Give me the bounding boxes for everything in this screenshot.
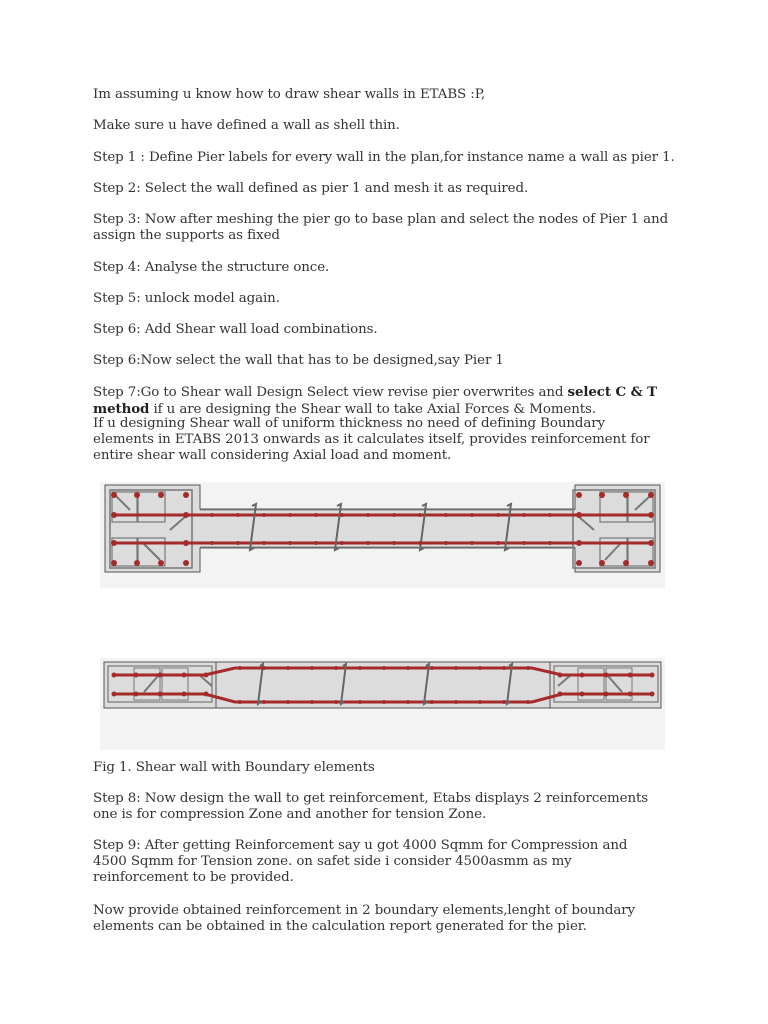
- step-5-paragraph: Step 5: unlock model again.: [93, 291, 280, 306]
- rebar-dot: [111, 512, 117, 518]
- rebar-dot: [310, 700, 314, 704]
- shear-wall-drawing-top: [100, 482, 665, 588]
- rebar-dot: [628, 692, 633, 697]
- rebar-dot: [522, 541, 526, 545]
- rebar-dot: [648, 560, 654, 566]
- rebar-dot: [502, 666, 506, 670]
- rebar-dot: [558, 692, 563, 697]
- rebar-dot: [358, 700, 362, 704]
- rebar-dot: [580, 673, 585, 678]
- step-9-paragraph: Step 9: After getting Reinforcement say u got 4000 Sqmm for Compression and 4500 Sqmm for Tension zone. on safet side i consider 4500asmm as my reinforcement to be provided.: [93, 838, 628, 885]
- rebar-dot: [286, 700, 290, 704]
- rebar-dot: [548, 541, 552, 545]
- rebar-dot: [286, 666, 290, 670]
- rebar-dot: [288, 541, 292, 545]
- rebar-dot: [382, 666, 386, 670]
- rebar-dot: [628, 673, 633, 678]
- rebar-dot: [454, 700, 458, 704]
- step-8-paragraph: Step 8: Now design the wall to get reinforcement, Etabs displays 2 reinforcements one is for compression Zone and another for tension Zone.: [93, 791, 649, 822]
- rebar-dot: [204, 692, 209, 697]
- rebar-dot: [334, 700, 338, 704]
- step-2-paragraph: Step 2: Select the wall defined as pier 1 and mesh it as required.: [93, 181, 529, 196]
- rebar-dot: [158, 560, 164, 566]
- step-1-paragraph: Step 1 : Define Pier labels for every wall in the plan,for instance name a wall as pier 1.: [93, 150, 675, 165]
- step-7-bold-text: select C & T method: [93, 384, 658, 417]
- rebar-dot: [262, 666, 266, 670]
- rebar-dot: [158, 692, 163, 697]
- rebar-dot: [238, 700, 242, 704]
- rebar-dot: [340, 541, 344, 545]
- uniform-thickness-paragraph: If u designing Shear wall of uniform thickness no need of defining Boundary elements in ETABS 2013 onwards as it calculates itself, provides reinforcement for entire shear wall considering Axial load and moment.: [93, 416, 650, 463]
- rebar-dot: [406, 700, 410, 704]
- rebar-dot: [340, 513, 344, 517]
- rebar-dot: [262, 541, 266, 545]
- rebar-dot: [576, 560, 582, 566]
- rebar-dot: [599, 492, 605, 498]
- rebar-dot: [112, 692, 117, 697]
- step-3-paragraph: Step 3: Now after meshing the pier go to base plan and select the nodes of Pier 1 and assign the supports as fixed: [93, 212, 669, 243]
- rebar-dot: [158, 673, 163, 678]
- boundary-elements-paragraph: Now provide obtained reinforcement in 2 boundary elements,lenght of boundary elements can be obtained in the calculation report generated for the pier.: [93, 903, 635, 934]
- rebar-dot: [366, 513, 370, 517]
- step-6b-paragraph: Step 6:Now select the wall that has to be designed,say Pier 1: [93, 353, 504, 368]
- rebar-dot: [576, 540, 582, 546]
- shear-wall-drawing-bottom: [100, 658, 665, 750]
- rebar-dot: [134, 560, 140, 566]
- rebar-dot: [183, 512, 189, 518]
- rebar-dot: [648, 540, 654, 546]
- rebar-dot: [502, 700, 506, 704]
- shear-wall-figure-bottom: [100, 658, 665, 750]
- rebar-dot: [310, 666, 314, 670]
- rebar-dot: [366, 541, 370, 545]
- rebar-dot: [580, 692, 585, 697]
- rebar-dot: [548, 513, 552, 517]
- rebar-dot: [454, 666, 458, 670]
- rebar-dot: [623, 492, 629, 498]
- rebar-dot: [210, 541, 214, 545]
- rebar-dot: [576, 512, 582, 518]
- step-4-paragraph: Step 4: Analyse the structure once.: [93, 260, 330, 275]
- rebar-dot: [604, 692, 609, 697]
- step-6-paragraph: Step 6: Add Shear wall load combinations.: [93, 322, 378, 337]
- rebar-dot: [648, 512, 654, 518]
- rebar-dot: [478, 666, 482, 670]
- rebar-dot: [522, 513, 526, 517]
- rebar-dot: [470, 541, 474, 545]
- rebar-dot: [650, 673, 655, 678]
- rebar-dot: [392, 541, 396, 545]
- rebar-dot: [210, 513, 214, 517]
- wall-outline: [105, 485, 660, 572]
- rebar-dot: [112, 673, 117, 678]
- rebar-dot: [134, 673, 139, 678]
- rebar-dot: [430, 700, 434, 704]
- rebar-dot: [204, 673, 209, 678]
- rebar-dot: [496, 513, 500, 517]
- rebar-dot: [183, 560, 189, 566]
- rebar-dot: [134, 492, 140, 498]
- rebar-dot: [314, 541, 318, 545]
- rebar-dot: [576, 492, 582, 498]
- rebar-dot: [478, 700, 482, 704]
- step-7-paragraph: [93, 384, 673, 418]
- rebar-dot: [496, 541, 500, 545]
- rebar-dot: [314, 513, 318, 517]
- rebar-dot: [262, 700, 266, 704]
- rebar-dot: [558, 673, 563, 678]
- intro-paragraph: Im assuming u know how to draw shear walls in ETABS :P,: [93, 87, 486, 102]
- rebar-dot: [183, 540, 189, 546]
- shell-thin-paragraph: Make sure u have defined a wall as shell thin.: [93, 118, 400, 133]
- rebar-dot: [238, 666, 242, 670]
- rebar-dot: [236, 513, 240, 517]
- rebar-dot: [183, 492, 189, 498]
- rebar-dot: [418, 541, 422, 545]
- rebar-dot: [406, 666, 410, 670]
- rebar-dot: [288, 513, 292, 517]
- rebar-dot: [358, 666, 362, 670]
- rebar-dot: [650, 692, 655, 697]
- rebar-dot: [418, 513, 422, 517]
- rebar-dot: [111, 560, 117, 566]
- rebar-dot: [158, 492, 164, 498]
- rebar-dot: [111, 540, 117, 546]
- rebar-dot: [382, 700, 386, 704]
- rebar-dot: [236, 541, 240, 545]
- shear-wall-figure-top: [100, 482, 665, 588]
- rebar-dot: [526, 666, 530, 670]
- figure-caption: Fig 1. Shear wall with Boundary elements: [93, 760, 375, 775]
- rebar-dot: [334, 666, 338, 670]
- rebar-dot: [470, 513, 474, 517]
- rebar-dot: [599, 560, 605, 566]
- rebar-dot: [444, 541, 448, 545]
- rebar-dot: [182, 692, 187, 697]
- rebar-dot: [182, 673, 187, 678]
- step-7-text-b: if u are designing the Shear wall to take Axial Forces & Moments.: [149, 402, 596, 417]
- rebar-dot: [444, 513, 448, 517]
- step-7-text-a: Step 7:Go to Shear wall Design Select view revise pier overwrites and: [93, 385, 568, 400]
- rebar-dot: [526, 700, 530, 704]
- rebar-dot: [604, 673, 609, 678]
- rebar-dot: [262, 513, 266, 517]
- rebar-dot: [623, 560, 629, 566]
- rebar-dot: [430, 666, 434, 670]
- rebar-dot: [134, 692, 139, 697]
- rebar-dot: [111, 492, 117, 498]
- rebar-dot: [392, 513, 396, 517]
- rebar-dot: [648, 492, 654, 498]
